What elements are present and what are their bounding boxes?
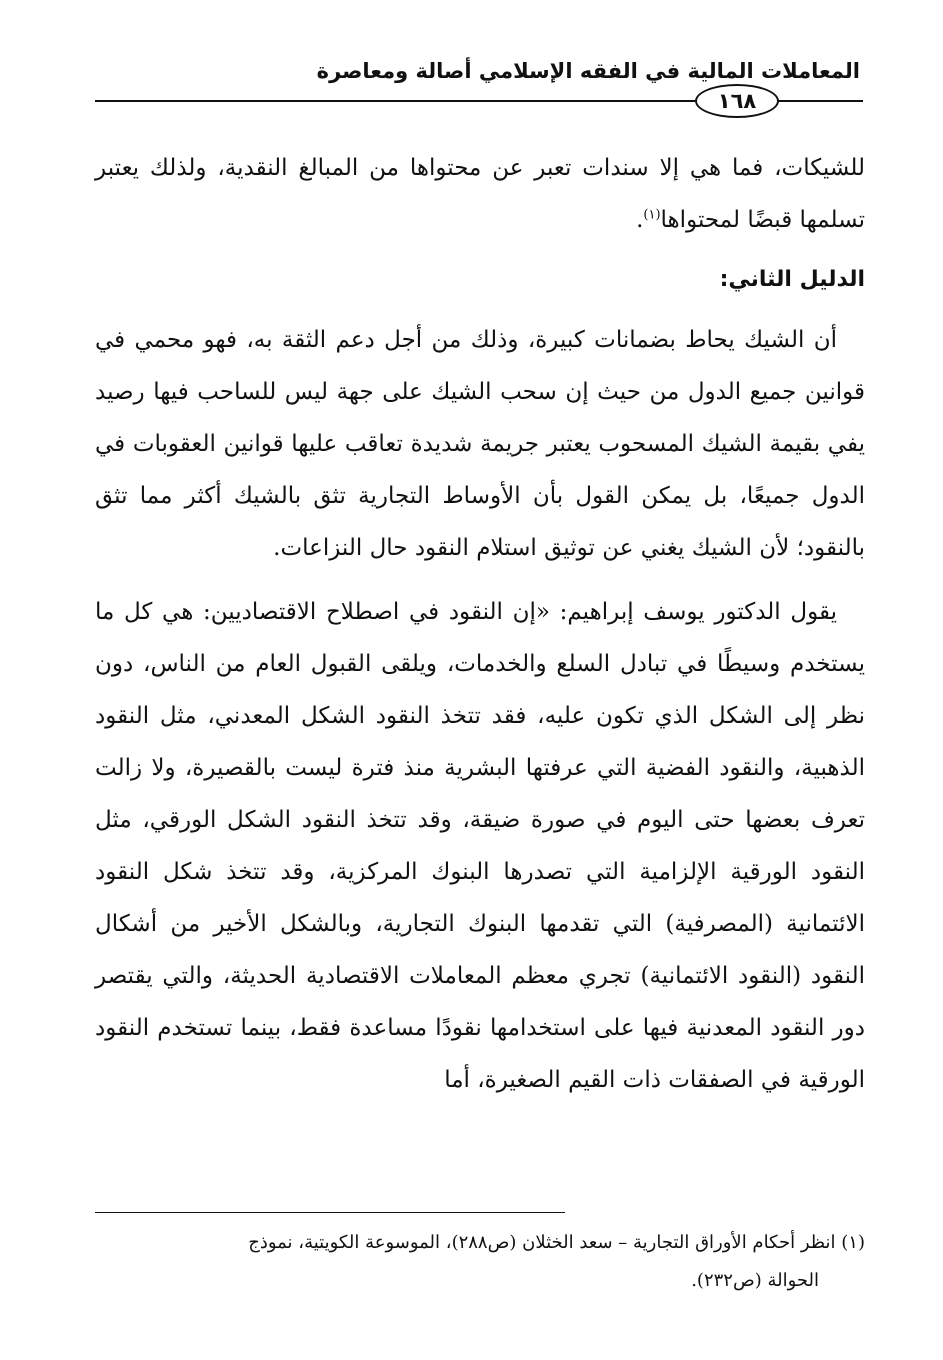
paragraph-quote: يقول الدكتور يوسف إبراهيم: «إن النقود في اصطلاح الاقتصاديين: هي كل ما يستخدم وسيطًا في تبادل السلع والخدمات، ويلقى القبول العام من الناس، دون نظر إلى الشكل الذي تكون عليه، فقد تتخذ النقود الشكل المعدني، مثل النقود الذهبية، والنقود الفضية التي عرفتها البشرية منذ فترة ليست بالقصيرة، ولا زالت تعرف بعضها حتى اليوم في صورة ضيقة، وقد تتخذ النقود الشكل الورقي، مثل النقود الورقية الإلزامية التي تصدرها البنوك المركزية، وقد تتخذ شكل النقود الائتمانية (المصرفية) التي تقدمها البنوك التجارية، وبالشكل الأخير من أشكال النقود (النقود الائتمانية) تجري معظم المعاملات الاقتصادية الحديثة، والتي يقتصر دور النقود المعدنية فيها على استخدامها نقودًا مساعدة فقط، بينما تستخدم النقود الورقية في الصفقات ذات القيم الصغيرة، أما xyxy=(95,599,865,1093)
footnote-line: الحوالة (ص٢٣٢). xyxy=(691,1270,819,1291)
paragraph-text: للشيكات، فما هي إلا سندات تعبر عن محتواها من المبالغ النقدية، ولذلك يعتبر تسلمها قبضًا لمحتواها xyxy=(95,155,865,233)
paragraph: أن الشيك يحاط بضمانات كبيرة، وذلك من أجل دعم الثقة به، فهو محمي في قوانين جميع الدول من حيث إن سحب الشيك على جهة ليس للساحب فيها رصيد يفي بقيمة الشيك المسحوب يعتبر جريمة شديدة تعاقب عليها قوانين العقوبات في الدول جميعًا، بل يمكن القول بأن الأوساط التجارية تثق بالشيك أكثر مما تثق بالنقود؛ لأن الشيك يغني عن توثيق استلام النقود حال النزاعات. xyxy=(95,327,865,561)
footnote-separator xyxy=(95,1212,565,1213)
footnote-reference: (١) xyxy=(643,207,661,223)
main-text xyxy=(95,142,865,1106)
section-heading: الدليل الثاني: xyxy=(719,267,865,292)
header-rule-right xyxy=(775,100,863,102)
paragraph-end: . xyxy=(636,207,644,233)
page-number: ١٦٨ xyxy=(695,84,779,118)
running-header-title: المعاملات المالية في الفقه الإسلامي أصالة ومعاصرة xyxy=(316,59,860,83)
header-rule-left xyxy=(95,100,695,102)
footnote-line: (١) انظر أحكام الأوراق التجارية – سعد الخثلان (ص٢٨٨)، الموسوعة الكويتية، نموذج xyxy=(248,1232,865,1253)
paragraph-continuation xyxy=(95,142,865,246)
footnote xyxy=(95,1224,865,1300)
